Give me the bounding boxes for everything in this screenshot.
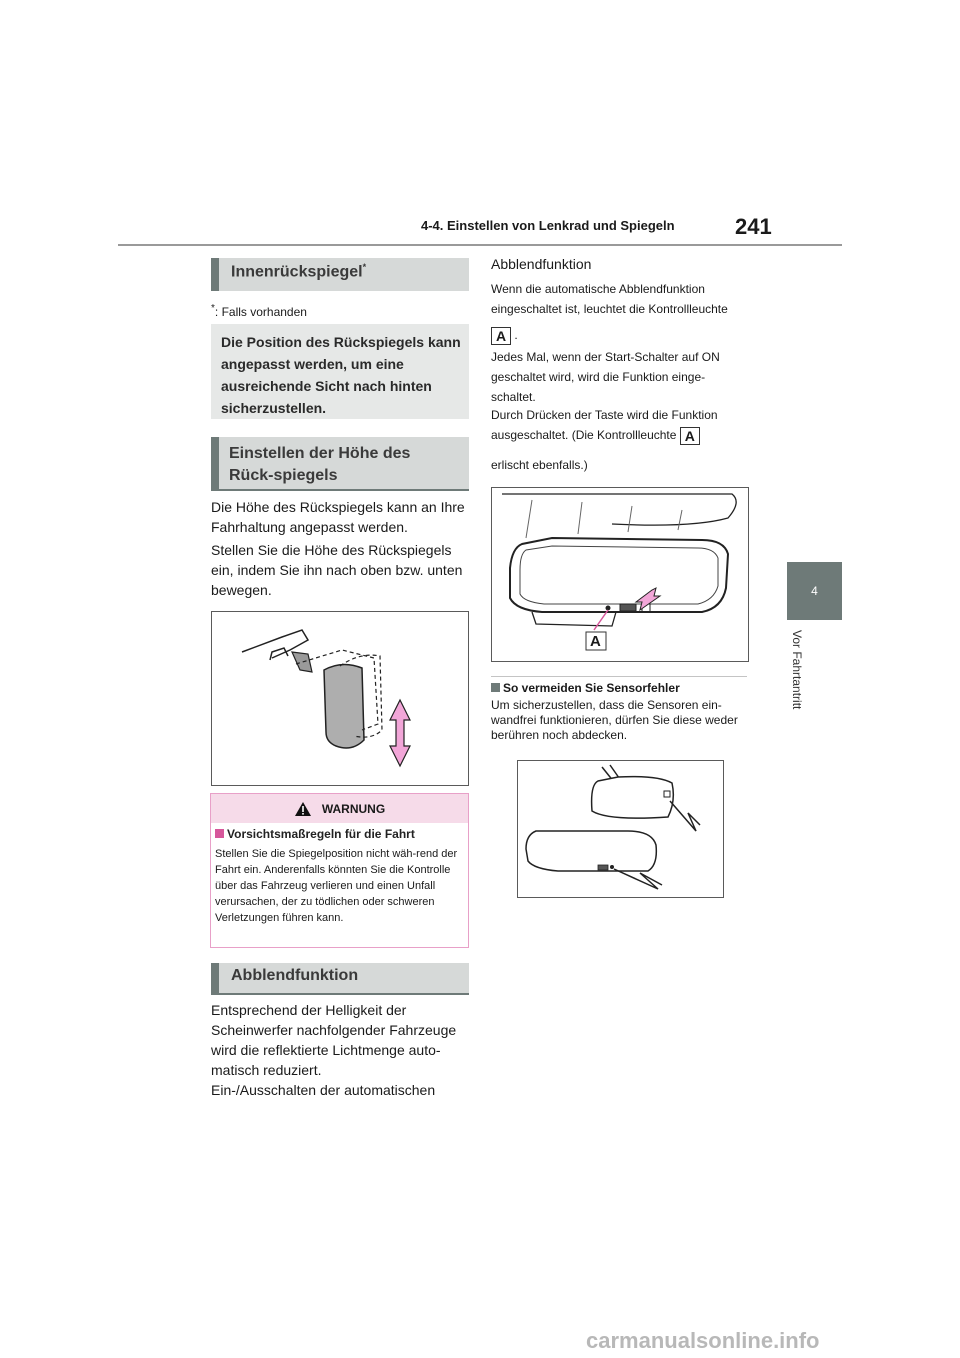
sensor-heading: So vermeiden Sie Sensorfehler xyxy=(503,681,680,695)
figure-mirror-height xyxy=(211,611,469,786)
figure-label-a: A xyxy=(590,633,601,650)
figure-sensors xyxy=(517,760,724,898)
text-indicator-on-body: Wenn die automatische Abblendfunktion eingeschaltet ist, leuchtet die Kontrollleuchte xyxy=(491,282,728,316)
heading-text: Innenrückspiegel xyxy=(231,263,363,281)
footnote-text: : Falls vorhanden xyxy=(214,305,307,319)
paragraph-dim-1: Entsprechend der Helligkeit der Scheinwerfer nachfolgender Fahrzeuge wird die reflektierte Lichtmenge auto-matisch reduziert. xyxy=(211,1002,457,1078)
text-start-switch: Jedes Mal, wenn der Start-Schalter auf ON geschaltet wird, wird die Funktion einge-schaltet. xyxy=(491,350,720,404)
chapter-number: 4 xyxy=(811,584,818,598)
page-number: 241 xyxy=(735,214,772,239)
text-indicator-on-end: . xyxy=(514,328,518,342)
mirror-height-illustration xyxy=(212,612,468,785)
text-indicator-off-end: erlischt ebenfalls.) xyxy=(491,458,588,472)
heading-height-adjust: Einstellen der Höhe des Rück-spiegels xyxy=(211,437,469,491)
asterisk: * xyxy=(362,262,367,272)
warning-subtitle: Vorsichtsmaßregeln für die Fahrt xyxy=(227,827,415,841)
paragraph-dim-2: Ein-/Ausschalten der automatischen xyxy=(211,1082,436,1098)
warning-triangle-icon xyxy=(294,801,312,817)
chapter-tab xyxy=(787,562,842,620)
text-button-off xyxy=(491,405,741,445)
figure-mirror-dimming xyxy=(491,487,749,662)
sensor-text: Um sicherzustellen, dass die Sensoren ein-wandfrei funktionieren, dürfen Sie diese weder berühren noch abdecken. xyxy=(491,698,738,742)
warning-text: Stellen Sie die Spiegelposition nicht wäh-rend der Fahrt ein. Anderenfalls könnten Sie die Kontrolle über das Fahrzeug verlieren und einen Unfall verursachen, der zu tödlichen oder schweren Verletzungen führen kann. xyxy=(215,848,458,924)
sensor-heading-row xyxy=(491,681,753,695)
intro-box: Die Position des Rückspiegels kann angepasst werden, um eine ausreichende Sicht nach hinten sicherzustellen. xyxy=(211,324,469,419)
sensor-rule xyxy=(491,676,747,677)
paragraph-dim-continued: Abblendfunktion xyxy=(491,256,592,272)
section-heading: 4-4. Einstellen von Lenkrad und Spiegeln xyxy=(421,218,675,233)
header-rule xyxy=(118,244,842,246)
warning-title: WARNUNG xyxy=(321,801,386,816)
label-a-box: A xyxy=(491,327,511,345)
watermark: carmanualsonline.info xyxy=(586,1328,820,1353)
heading-abblendfunktion: Abblendfunktion xyxy=(211,963,469,995)
sensors-illustration xyxy=(518,761,723,897)
label-a-line xyxy=(491,325,753,345)
warning-header xyxy=(211,794,468,823)
chapter-title: Vor Fahrtantritt xyxy=(790,630,804,710)
paragraph-height-2: Stellen Sie die Höhe des Rückspiegels ein, indem Sie ihn nach oben bzw. unten bewegen. xyxy=(211,542,463,598)
warning-subtitle-row xyxy=(211,823,468,841)
paragraph-height-1: Die Höhe des Rückspiegels kann an Ihre Fahrhaltung angepasst werden. xyxy=(211,499,465,535)
text-indicator-on xyxy=(491,279,753,319)
text-button-off-body: Durch Drücken der Taste wird die Funktion ausgeschaltet. (Die Kontrollleuchte xyxy=(491,408,718,442)
footnote xyxy=(211,303,307,319)
heading-innenrueckspiegel xyxy=(211,258,469,291)
footnote-mark: * xyxy=(211,303,215,314)
label-a-box: A xyxy=(680,427,700,445)
warning-box xyxy=(210,793,469,948)
bullet-square-icon xyxy=(491,683,500,692)
mirror-dimming-illustration xyxy=(492,488,748,661)
bullet-square-icon xyxy=(215,829,224,838)
